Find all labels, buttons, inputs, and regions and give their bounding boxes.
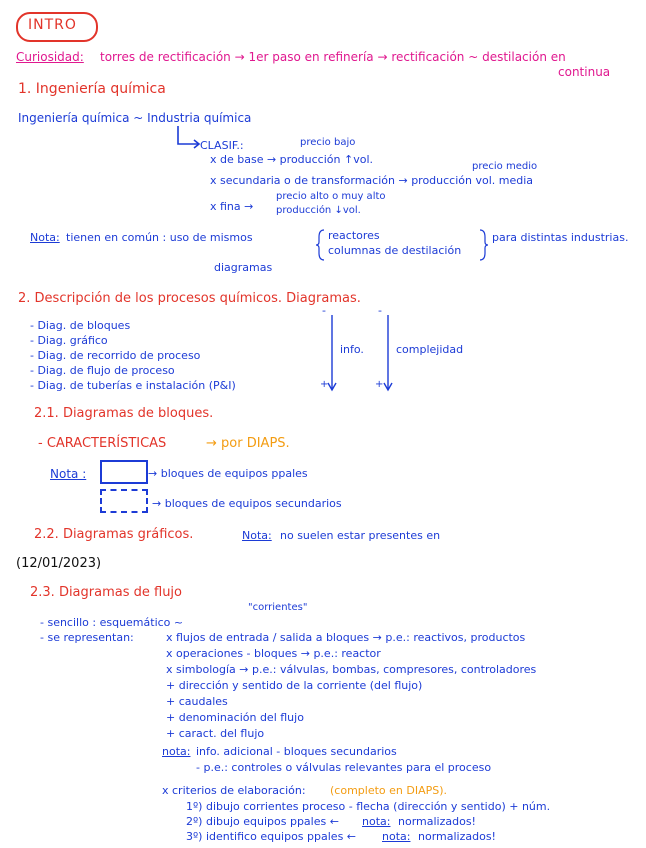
criterio-2-normalizados: normalizados! (398, 815, 476, 828)
sec1-line1: Ingeniería química ~ Industria química (18, 111, 252, 125)
rep-7: + caract. del flujo (166, 727, 265, 740)
section21-title: 2.1. Diagramas de bloques. (34, 406, 214, 421)
complejidad-arrow-icon (382, 315, 394, 395)
info-plus: + (320, 379, 329, 390)
complejidad-plus: + (375, 379, 384, 390)
nota1-reactores: reactores (328, 229, 380, 242)
rep-1: x flujos de entrada / salida a bloques → p.e.: reactivos, productos (166, 631, 526, 644)
section1-title: 1. Ingeniería química (18, 81, 166, 97)
curiosidad-text2: continua (558, 65, 611, 79)
nota22-text: no suelen estar presentes en (280, 529, 441, 542)
bloques-ppales: → bloques de equipos ppales (148, 467, 308, 480)
rep-5: + caudales (166, 695, 228, 708)
rep-3: x simbología → p.e.: válvulas, bombas, compresores, controladores (166, 663, 537, 676)
clasif-secundaria: x secundaria o de transformación → producción vol. media (210, 174, 534, 187)
nota1-diagramas: diagramas (214, 261, 273, 274)
por-diaps: → por DIAPS. (206, 436, 290, 451)
curiosidad-text: torres de rectificación → 1er paso en refinería → rectificación ~ destilación en (100, 50, 566, 64)
rep-6: + denominación del flujo (166, 711, 304, 724)
nota23-line1: info. adicional - bloques secundarios (196, 745, 397, 758)
diag-item-2: - Diag. gráfico (30, 334, 108, 347)
criterio-3: 3º) identifico equipos ppales ← (186, 830, 357, 843)
nota23-label: nota: (162, 745, 191, 758)
criterio-3-normalizados: normalizados! (418, 830, 496, 843)
caracteristicas: - CARACTERÍSTICAS (38, 436, 167, 451)
dashed-block-icon (100, 489, 148, 513)
criterio-2-nota: nota: (362, 815, 391, 828)
nota21-label: Nota : (50, 467, 87, 481)
section22-title: 2.2. Diagramas gráficos. (34, 527, 194, 542)
diag-item-5: - Diag. de tuberías e instalación (P&I) (30, 379, 236, 392)
diag-item-1: - Diag. de bloques (30, 319, 131, 332)
complejidad-label: complejidad (396, 343, 464, 356)
nota1-label: Nota: (30, 231, 60, 244)
nota23-line2: - p.e.: controles o válvulas relevantes para el proceso (196, 761, 492, 774)
section23-title: 2.3. Diagramas de flujo (30, 585, 183, 600)
rep-4: + dirección y sentido de la corriente (del flujo) (166, 679, 423, 692)
diag-item-3: - Diag. de recorrido de proceso (30, 349, 201, 362)
clasif-fina: x fina → (210, 200, 254, 213)
criterio-2: 2º) dibujo equipos ppales ← (186, 815, 339, 828)
bloques-secundarios: → bloques de equipos secundarios (152, 497, 342, 510)
nota1-distintas: para distintas industrias. (492, 231, 629, 244)
nota22-label: Nota: (242, 529, 272, 542)
solid-block-icon (100, 460, 148, 484)
sencillo: - sencillo : esquemático ~ (40, 616, 184, 629)
corrientes: "corrientes" (248, 602, 308, 613)
criterio-1: 1º) dibujo corrientes proceso - flecha (dirección y sentido) + núm. (186, 800, 551, 813)
date: (12/01/2023) (16, 556, 102, 571)
nota1-columnas: columnas de destilación (328, 244, 462, 257)
clasif-label: CLASIF.: (200, 139, 244, 152)
precio-alto: precio alto o muy alto (276, 191, 386, 202)
complejidad-minus: - (378, 304, 382, 317)
clasif-base: x de base → producción ↑vol. (210, 153, 373, 166)
se-representan: - se representan: (40, 631, 134, 644)
intro-title: INTRO (28, 17, 77, 33)
info-minus: - (322, 304, 326, 317)
precio-medio: precio medio (472, 161, 538, 172)
diag-item-4: - Diag. de flujo de proceso (30, 364, 175, 377)
info-label: info. (340, 343, 364, 356)
nota1-text: tienen en común : uso de mismos (66, 231, 253, 244)
brace-left-icon (316, 230, 326, 260)
brace-right-icon (478, 230, 488, 260)
criterio-3-nota: nota: (382, 830, 411, 843)
clasif-fina-prod: producción ↓vol. (276, 205, 361, 216)
curiosidad-label: Curiosidad: (16, 50, 84, 64)
criterios: x criterios de elaboración: (162, 784, 306, 797)
rep-2: x operaciones - bloques → p.e.: reactor (166, 647, 381, 660)
precio-bajo: precio bajo (300, 137, 356, 148)
section2-title: 2. Descripción de los procesos químicos. Diagramas. (18, 291, 361, 306)
criterios-completo: (completo en DIAPS). (330, 784, 448, 797)
